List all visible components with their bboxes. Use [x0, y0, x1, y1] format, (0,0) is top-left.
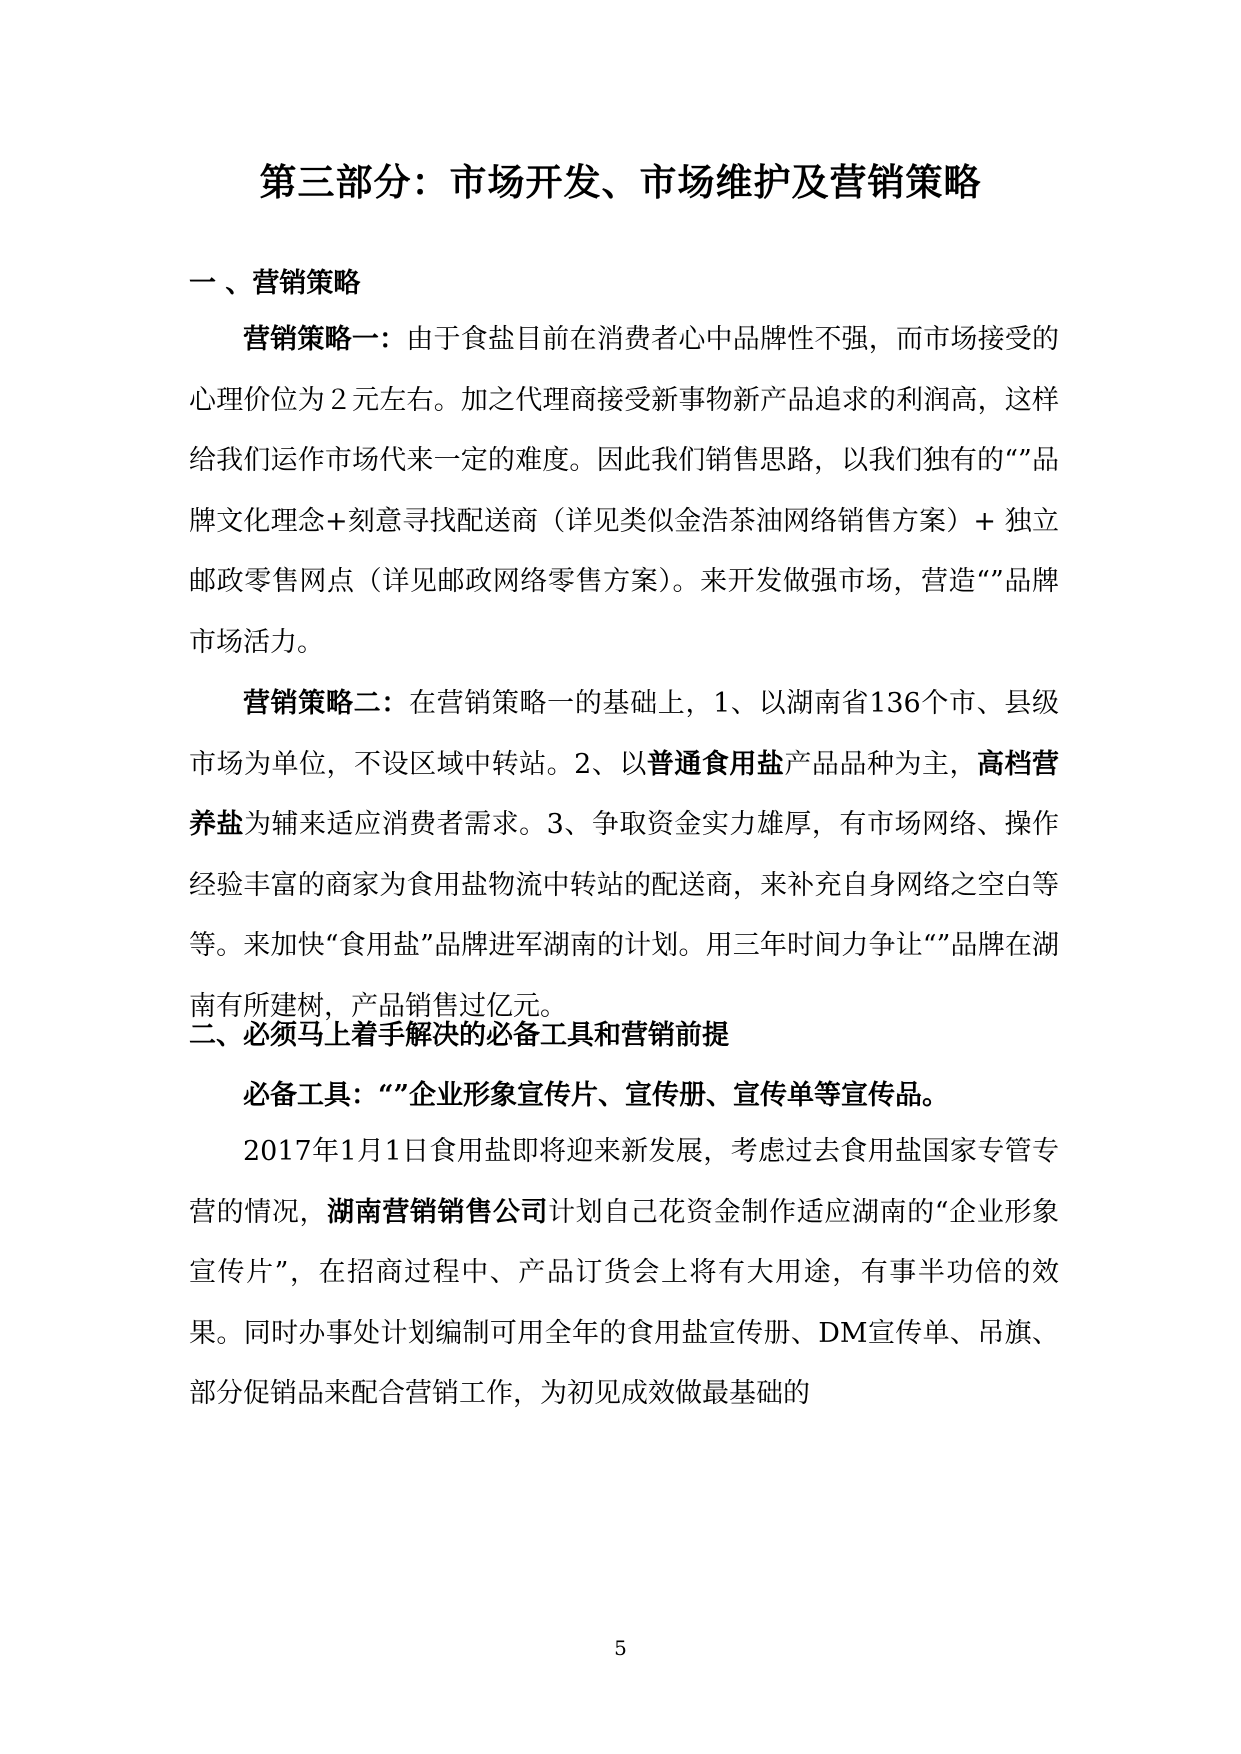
tools-line: 必备工具：“”企业形象宣传片、宣传册、宣传单等宣传品。 — [243, 1080, 950, 1111]
paragraph-tools-detail — [189, 1122, 1059, 1425]
tools-detail-bold: 湖南营销销售公司 — [327, 1196, 549, 1228]
page-title: 第三部分：市场开发、市场维护及营销策略 — [259, 160, 982, 204]
strategy-one-label: 营销策略一： — [243, 324, 407, 355]
strategy-two-bold-b: 高档营养盐 — [189, 748, 1060, 840]
strategy-two-text-c: 为辅来适应消费者需求。3、争取资金实力雄厚，有市场网络、操作经验丰富的商家为食用盐物流中转站的配送商，来补充自身网络之空白等等。来加快“食用盐”品牌进军湖南的计划。用三年时间力争让“”品牌在湖南有所建树，产品销售过亿元。 — [189, 809, 1060, 1022]
strategy-two-text-b: 产品品种为主， — [784, 748, 977, 780]
paragraph-strategy-two — [189, 674, 1059, 1037]
section-heading-marketing-strategy: 一 、营销策略 — [189, 268, 361, 299]
strategy-one-text: 由于食盐目前在消费者心中品牌性不强，而市场接受的心理价位为２元左右。加之代理商接受新事物新产品追求的利润高，这样给我们运作市场代来一定的难度。因此我们销售思路，以我们独有的“”品牌文化理念+刻意寻找配送商（详见类似金浩茶油网络销售方案）+ 独立邮政零售网点（详见邮政网络零售方案）。来开发做强市场，营造“”品牌市场活力。 — [189, 324, 1060, 658]
section-heading-tools: 二、必须马上着手解决的必备工具和营销前提 — [189, 1020, 729, 1051]
paragraph-strategy-one — [189, 310, 1059, 673]
page-number: 5 — [614, 1636, 627, 1660]
strategy-two-text-a: 在营销策略一的基础上，1、以湖南省136个市、县级市场为单位，不设区域中转站。2、以 — [189, 688, 1059, 780]
tools-detail-text-a: 2017年1月1日食用盐即将迎来新发展，考虑过去食用盐国家专管专营的情况， — [189, 1136, 1059, 1228]
strategy-two-label: 营销策略二： — [243, 688, 409, 719]
tools-detail-text-b: 计划自己花资金制作适应湖南的“企业形象宣传片”，在招商过程中、产品订货会上将有大用途，有事半功倍的效果。同时办事处计划编制可用全年的食用盐宣传册、DM宣传单、吊旗、部分促销品来配合营销工作，为初见成效做最基础的 — [189, 1196, 1060, 1409]
strategy-two-bold-a: 普通食用盐 — [646, 748, 785, 780]
